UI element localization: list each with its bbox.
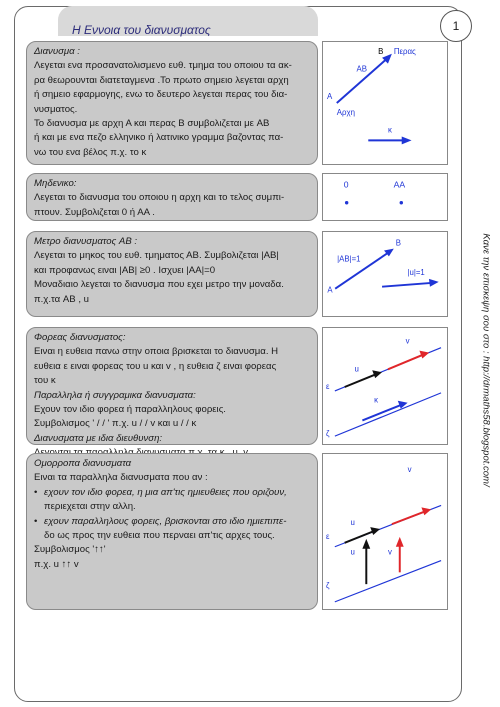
aa-label: AA: [393, 179, 406, 190]
line-z: [335, 561, 441, 602]
text-line: περιεχεται στην αλλη.: [44, 501, 136, 513]
e-label: ε: [326, 381, 330, 391]
k-label: κ: [387, 125, 392, 135]
z-label: ζ: [326, 429, 330, 439]
line-z: [335, 393, 441, 436]
text-line: νω του ενα βέλος π.χ. το κ: [34, 146, 147, 158]
arrowhead-icon: [396, 537, 404, 547]
text-line: Συμβολισμος '↑↑': [34, 544, 106, 556]
v-label: v: [407, 464, 412, 474]
text-line: και προφανως ειναι |AB| ≥0 . Ισχυει |AA|=0: [34, 264, 216, 276]
bullet-text: εχουν παραλληλους φορεις, βρισκονται στο ιδιο ημιεπιπε-: [44, 515, 287, 527]
text-line: Εχουν τον ιδιο φορεα ή παραλληλους φορεις.: [34, 404, 226, 416]
bullet-item: [34, 486, 310, 500]
arrowhead-icon: [421, 507, 431, 515]
same-direction-figure: [322, 453, 448, 610]
arrowhead-icon: [370, 527, 380, 535]
page-title: Η Εννοια του διανυσματος: [72, 23, 211, 37]
ab-label: AB: [356, 64, 367, 74]
e-label: ε: [325, 531, 330, 541]
vector-v-line: [392, 511, 425, 524]
vector-u-line: [382, 283, 433, 287]
text-line: Μοναδιαιο λεγεται το διανυσμα που εχει μετρο την μοναδα.: [34, 279, 284, 291]
u-norm-label: |u|=1: [407, 267, 425, 277]
magnitude-box: [26, 231, 318, 317]
start-label: Αρχη: [336, 107, 356, 117]
bullet-item: [34, 515, 310, 529]
carrier-figure: [322, 327, 448, 445]
a-label: Α: [327, 285, 333, 295]
zero-point: [345, 201, 348, 204]
arrowhead-icon: [429, 279, 439, 287]
arrowhead-icon: [402, 136, 412, 144]
same-direction-box: [26, 453, 318, 610]
ab-norm-label: |AB|=1: [337, 254, 361, 264]
text-line: νυσματος.: [34, 103, 78, 115]
vector-v-line: [388, 355, 423, 370]
zero-label: 0: [343, 179, 349, 190]
arrowhead-icon: [372, 370, 382, 378]
vector-k-line: [362, 405, 401, 421]
side-note: [478, 150, 494, 570]
text-line: ή και με ενα πεζο ελληνικο ή λατινικο γραμμα βαζοντας πα-: [34, 132, 284, 144]
magnitude-figure: [322, 231, 448, 317]
text-line: Λεγεται το διανυσμα του οποιου η αρχη και το τελος συμπι-: [34, 192, 285, 204]
v-label: v: [405, 336, 410, 346]
section-title: Μετρο διανυσματος AB :: [34, 236, 138, 247]
text-line: π.χ. u ↑↑ v: [34, 558, 79, 570]
b-label: Β: [395, 238, 401, 248]
section-title: Διανυσμα :: [34, 46, 80, 57]
zero-vector-box: [26, 173, 318, 221]
carrier-box: [26, 327, 318, 445]
u-label: u: [350, 518, 355, 528]
text-line: του κ: [34, 375, 56, 387]
subsection-title: Διανυσματα με ιδια διευθυνση:: [34, 432, 163, 444]
text-line: Λεγεται το μηκος του ευθ. τμηματος ΑΒ. Συμβολιζεται |AB|: [34, 250, 279, 262]
text-line: Το διανυσμα με αρχη Α και περας Β συμβολιζεται με AB: [34, 118, 270, 130]
v2-label: v: [387, 547, 392, 557]
text-line: δο ως προς την ευθεια που περναει απ'τις αρχες τους.: [44, 530, 275, 542]
section-title: Ομορροπα διανυσματα: [34, 458, 132, 469]
page-number: 1: [440, 10, 472, 42]
text-line: ή σημειο εφαρμογης, ενω το δευτερο λεγεται περας του δια-: [34, 89, 288, 101]
text-line: ευθεια ε ειναι φορεας του u και v , η ευθεια ζ ειναι φορεας: [34, 360, 277, 372]
subsection-title: Παραλληλα ή συγγραμικα διανυσματα:: [34, 389, 196, 401]
text-line: Ειναι η ευθεια πανω στην οποια βρισκεται το διανυσμα. Η: [34, 346, 279, 358]
text-line: π.χ.τα AB , u: [34, 293, 89, 305]
text-line: Ειναι τα παραλληλα διανυσματα που αν :: [34, 472, 208, 484]
vector-u-line: [345, 531, 375, 543]
u2-label: u: [350, 547, 355, 557]
bullet-text: εχουν τον ιδιο φορεα, η μια απ'τις ημιευθειες που οριζουν,: [44, 486, 287, 498]
arrowhead-icon: [362, 539, 370, 549]
section-title: Φορεας διανυσματος:: [34, 332, 126, 343]
text-line: Συμβολισμος ' / / ' π.χ. u / / v και u / / κ: [34, 418, 197, 430]
section-title: Μηδενικο:: [34, 178, 77, 189]
vector-definition-box: [26, 41, 318, 165]
u-label: u: [354, 364, 359, 374]
b-label: Β: [378, 46, 384, 56]
zero-vector-figure: [322, 173, 448, 221]
a-label: Α: [326, 92, 333, 102]
aa-point: [400, 201, 403, 204]
z-label: ζ: [325, 581, 330, 591]
text-line: πτουν. Συμβολιζεται 0 ή ΑΑ .: [34, 206, 155, 218]
text-line: ρα θεωρουνται διατεταγμενα .Το πρωτο σημειο λεγεται αρχη: [34, 74, 289, 86]
end-label: Περας: [393, 46, 416, 56]
k-label: κ: [374, 395, 379, 405]
text-line: Λεγεται ενα προσανατολισμενο ευθ. τμημα του οποιου τα ακ-: [34, 60, 292, 72]
side-note-text: Κανε την επισκεψη σου στο : http://drmaths58.blogspot.com/: [480, 233, 492, 487]
vector-u-line: [345, 374, 376, 387]
vector-figure: [322, 41, 448, 165]
